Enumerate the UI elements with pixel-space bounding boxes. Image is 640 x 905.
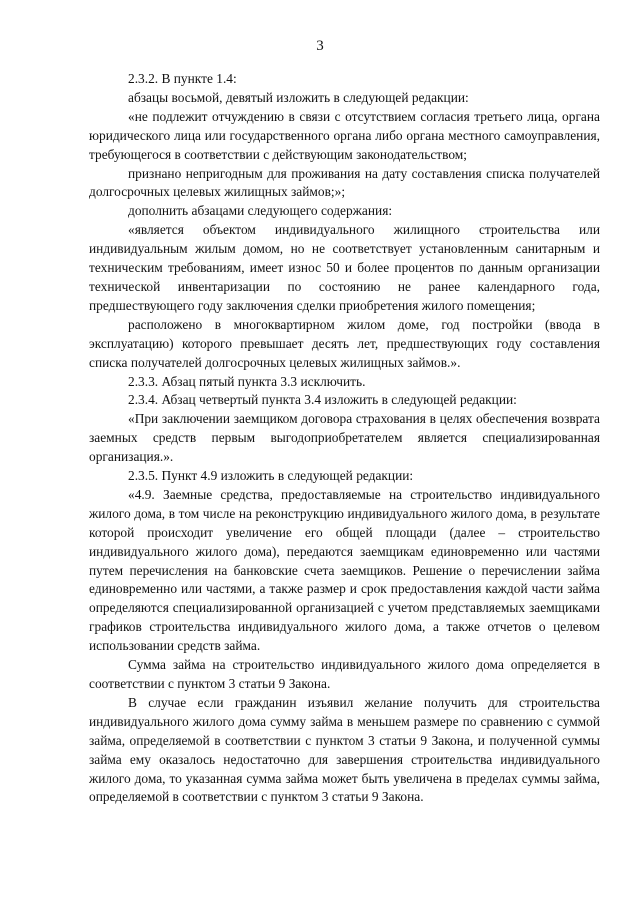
paragraph-quote-4-9: «4.9. Заемные средства, предоставляемые на строительство индивидуального жилого дома, в том числе на реконструкцию индивидуального жилого дома, в результате которой происходит увеличение его общей площади (далее – строительство индивидуального жилого дома), передаются заемщикам единовременно или частями путем перечисления на банковские счета заемщиков. Решение о перечислении займа единовременно или частями, а также размер и срок предоставления каждой части займа определяются специализированной организацией с учетом представляемых заемщиками графиков строительства индивидуального жилого дома, а также отчетов о целевом использовании средств займа. [89, 486, 600, 654]
paragraph-add-instruction: дополнить абзацами следующего содержания: [128, 203, 393, 219]
paragraph-quote-consent: «не подлежит отчуждению в связи с отсутствием согласия третьего лица, органа юридического лица или государственного органа либо органа местного самоуправления, требующегося в соответствии с действующим законодательством; [89, 108, 600, 162]
paragraph-2-3-4: 2.3.4. Абзац четвертый пункта 3.4 изложить в следующей редакции: [128, 392, 517, 408]
paragraph-quote-apartment-building: расположено в многоквартирном жилом доме, год постройки (ввода в эксплуатацию) которого превышает десять лет, предшествующих году составления списка получателей долгосрочных целевых жилищных займов.». [89, 316, 600, 370]
document-body [89, 70, 600, 807]
paragraph-quote-unfit: признано непригодным для проживания на дату составления списка получателей долгосрочных целевых жилищных займов;»; [89, 165, 600, 200]
paragraph-edit-instruction: абзацы восьмой, девятый изложить в следующей редакции: [128, 89, 469, 105]
paragraph-quote-insurance: «При заключении заемщиком договора страхования в целях обеспечения возврата заемных средств первым выгодоприобретателем является специализированная организация.». [89, 411, 600, 465]
paragraph-loan-amount: Сумма займа на строительство индивидуального жилого дома определяется в соответствии с пунктом 3 статьи 9 Закона. [89, 657, 600, 691]
paragraph-loan-increase: В случае если гражданин изъявил желание получить для строительства индивидуального жилого дома сумму займа в меньшем размере по сравнению с суммой займа, определяемой в соответствии с пунктом 3 статьи 9 Закона, и полученной суммы займа ему оказалось недостаточно для завершения строительства индивидуального жилого дома, то указанная сумма займа может быть увеличена в пределах суммы займа, определяемой в соответствии с пунктом 3 статьи 9 Закона. [89, 694, 600, 805]
paragraph-2-3-5: 2.3.5. Пункт 4.9 изложить в следующей редакции: [128, 468, 414, 484]
paragraph-2-3-2-heading: 2.3.2. В пункте 1.4: [128, 71, 237, 86]
paragraph-quote-individual-house: «является объектом индивидуального жилищного строительства или индивидуальным жилым домом, но не соответствует установленным санитарным и техническим требованиям, имеет износ 50 и более процентов по данным организации технической инвентаризации по состоянию не ранее календарного года, предшествующего году заключения сделки приобретения жилого помещения; [89, 222, 600, 313]
paragraph-2-3-3: 2.3.3. Абзац пятый пункта 3.3 исключить. [128, 373, 366, 389]
page-number: 3 [316, 38, 324, 54]
